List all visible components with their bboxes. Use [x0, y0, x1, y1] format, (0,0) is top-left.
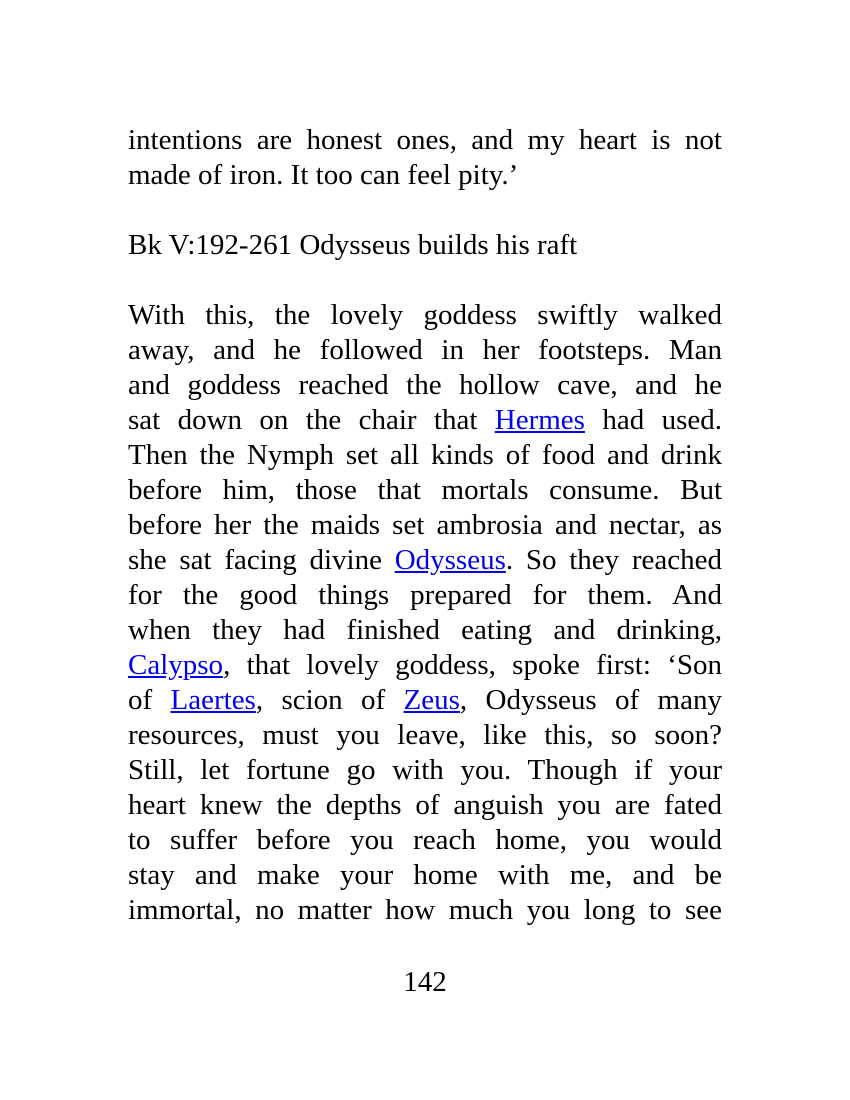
text-line: [128, 718, 722, 753]
text-segment: of: [128, 684, 171, 716]
text-segment: and goddess reached the hollow cave, and he: [128, 369, 722, 401]
page-number: 142: [403, 966, 447, 998]
text-segment: , that lovely goddess, spoke first: ‘Son: [223, 649, 722, 681]
text-line: [128, 788, 722, 823]
link-odysseus[interactable]: Odysseus: [394, 544, 506, 576]
section-heading: Bk V:192-261 Odysseus builds his raft: [128, 229, 578, 261]
text-segment: resources, must you leave, like this, so soon?: [128, 719, 722, 751]
text-line: [128, 543, 722, 578]
text-segment: intentions are honest ones, and my heart is not: [128, 124, 722, 156]
text-line: [128, 333, 722, 368]
paragraph-body: [128, 298, 722, 928]
paragraph-intro: [128, 123, 722, 193]
text-line: [128, 753, 722, 788]
text-line: [128, 578, 722, 613]
text-segment: to suffer before you reach home, you would: [128, 824, 722, 856]
link-hermes[interactable]: Hermes: [494, 404, 585, 436]
text-segment: . So they reached: [505, 544, 722, 576]
text-segment: away, and he followed in her footsteps. Man: [128, 334, 722, 366]
text-segment: heart knew the depths of anguish you are fated: [128, 789, 722, 821]
text-line: [128, 298, 722, 333]
link-zeus[interactable]: Zeus: [403, 684, 460, 716]
text-segment: before him, those that mortals consume. But: [128, 474, 722, 506]
text-line: [128, 648, 722, 683]
text-line: [128, 158, 722, 193]
text-line: [128, 473, 722, 508]
text-segment: With this, the lovely goddess swiftly walked: [128, 299, 722, 331]
text-line: [128, 508, 722, 543]
text-segment: , scion of: [255, 684, 404, 716]
text-segment: , Odysseus of many: [459, 684, 722, 716]
text-segment: she sat facing divine: [128, 544, 395, 576]
text-segment: Still, let fortune go with you. Though if your: [128, 754, 722, 786]
text-segment: before her the maids set ambrosia and nectar, as: [128, 509, 722, 541]
text-line: [128, 683, 722, 718]
text-line: [128, 403, 722, 438]
text-line: [128, 123, 722, 158]
text-segment: had used.: [584, 404, 722, 436]
text-segment: sat down on the chair that: [128, 404, 495, 436]
text-segment: when they had finished eating and drinking,: [128, 614, 722, 646]
link-laertes[interactable]: Laertes: [170, 684, 256, 716]
text-line: [128, 438, 722, 473]
text-line: [128, 893, 722, 928]
link-calypso[interactable]: Calypso: [128, 649, 224, 681]
text-line: [128, 858, 722, 893]
text-segment: stay and make your home with me, and be: [128, 859, 722, 891]
text-line: [128, 368, 722, 403]
text-segment: Then the Nymph set all kinds of food and drink: [128, 439, 722, 471]
text-line: [128, 613, 722, 648]
text-segment: for the good things prepared for them. And: [128, 579, 722, 611]
text-line: [128, 823, 722, 858]
page-text-block: [128, 123, 722, 928]
text-segment: made of iron. It too can feel pity.’: [128, 159, 519, 191]
text-segment: immortal, no matter how much you long to see: [128, 894, 722, 926]
